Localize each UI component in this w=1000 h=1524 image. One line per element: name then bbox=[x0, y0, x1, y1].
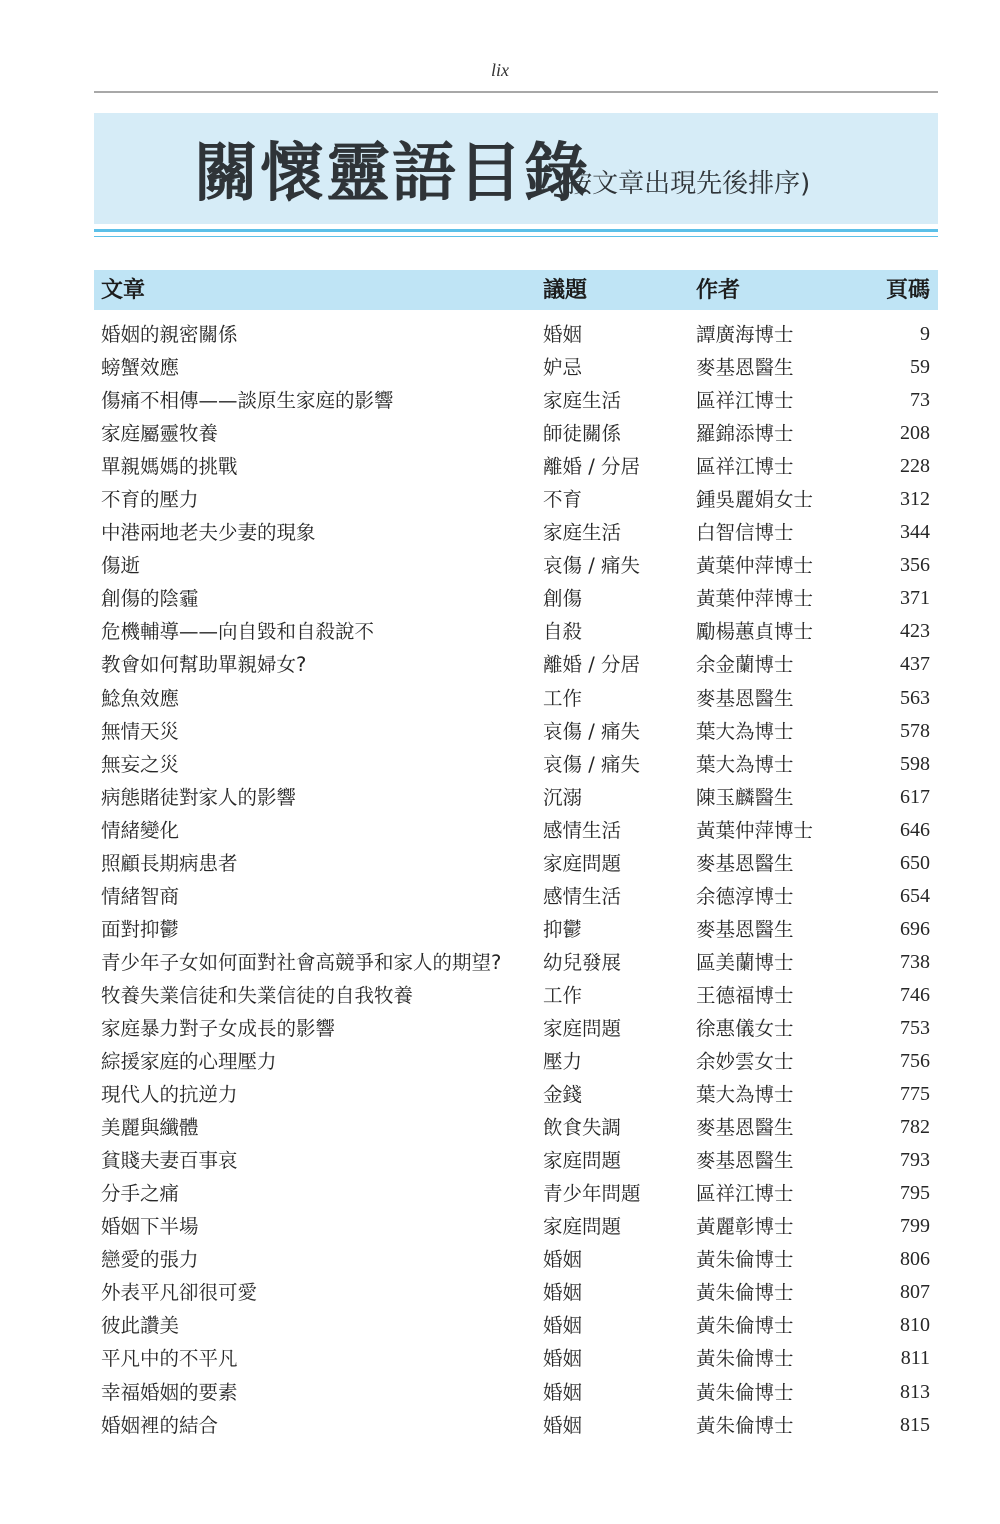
article-author: 鍾吳麗娟女士 bbox=[696, 488, 814, 512]
article-author: 白智信博士 bbox=[696, 521, 794, 545]
article-title: 螃蟹效應 bbox=[101, 356, 180, 380]
article-author: 黃葉仲萍博士 bbox=[696, 587, 814, 611]
article-page: 753 bbox=[900, 1016, 930, 1039]
article-topic: 哀傷 / 痛失 bbox=[543, 719, 640, 743]
table-row bbox=[94, 582, 938, 615]
article-title: 婚姻下半場 bbox=[101, 1215, 199, 1239]
table-row bbox=[94, 1309, 938, 1342]
article-page: 775 bbox=[900, 1083, 930, 1106]
article-topic: 家庭生活 bbox=[543, 521, 622, 545]
article-topic: 不育 bbox=[543, 488, 583, 512]
article-author: 黃朱倫博士 bbox=[696, 1380, 794, 1404]
article-author: 麥基恩醫生 bbox=[696, 917, 794, 941]
article-topic: 婚姻 bbox=[543, 323, 583, 346]
article-page: 806 bbox=[900, 1248, 930, 1271]
article-topic: 金錢 bbox=[543, 1083, 583, 1107]
table-row bbox=[94, 1210, 938, 1243]
article-topic: 哀傷 / 痛失 bbox=[543, 554, 640, 578]
article-title: 照顧長期病患者 bbox=[101, 851, 238, 875]
article-author: 黃葉仲萍博士 bbox=[696, 554, 814, 578]
article-title: 創傷的陰霾 bbox=[101, 587, 199, 611]
article-author: 麥基恩醫生 bbox=[696, 356, 794, 380]
article-author: 黃葉仲萍博士 bbox=[696, 818, 814, 842]
column-header-article: 文章 bbox=[101, 277, 146, 303]
article-page: 423 bbox=[900, 620, 930, 643]
article-topic: 家庭問題 bbox=[543, 1016, 622, 1040]
article-page: 228 bbox=[900, 455, 930, 478]
table-row bbox=[94, 1409, 938, 1442]
article-page: 696 bbox=[900, 917, 930, 940]
table-row bbox=[94, 715, 938, 748]
table-row bbox=[94, 351, 938, 384]
article-author: 麥基恩醫生 bbox=[696, 686, 794, 710]
article-title: 婚姻裡的結合 bbox=[101, 1413, 219, 1437]
article-title: 傷逝 bbox=[101, 554, 141, 578]
article-title: 情緒變化 bbox=[101, 818, 180, 842]
article-author: 黃朱倫博士 bbox=[696, 1413, 794, 1437]
article-author: 余金蘭博士 bbox=[696, 653, 794, 677]
article-topic: 家庭問題 bbox=[543, 851, 622, 875]
table-row bbox=[94, 913, 938, 946]
article-page: 59 bbox=[910, 356, 930, 379]
column-header-page: 頁碼 bbox=[885, 277, 930, 303]
article-topic: 婚姻 bbox=[543, 1314, 583, 1338]
article-author: 麥基恩醫生 bbox=[696, 1149, 794, 1173]
article-title: 中港兩地老夫少妻的現象 bbox=[101, 521, 316, 545]
table-row bbox=[94, 1276, 938, 1309]
toc-list bbox=[94, 318, 938, 1442]
table-row bbox=[94, 1012, 938, 1045]
title-banner bbox=[94, 113, 938, 224]
article-title: 戀愛的張力 bbox=[101, 1248, 199, 1272]
table-row bbox=[94, 1144, 938, 1177]
table-row bbox=[94, 1078, 938, 1111]
article-topic: 婚姻 bbox=[543, 1248, 583, 1272]
toc-header-row bbox=[94, 270, 938, 310]
article-title: 貧賤夫妻百事哀 bbox=[101, 1149, 238, 1173]
table-row bbox=[94, 318, 938, 351]
article-topic: 幼兒發展 bbox=[543, 950, 622, 974]
article-page: 208 bbox=[900, 422, 930, 445]
article-page: 746 bbox=[900, 983, 930, 1006]
table-row bbox=[94, 648, 938, 681]
table-row bbox=[94, 615, 938, 648]
article-topic: 工作 bbox=[543, 686, 583, 710]
article-page: 799 bbox=[900, 1215, 930, 1238]
table-row bbox=[94, 979, 938, 1012]
page-number: lix bbox=[491, 60, 509, 80]
article-author: 羅錦添博士 bbox=[696, 422, 794, 446]
article-author: 徐惠儀女士 bbox=[696, 1016, 794, 1040]
article-page: 810 bbox=[900, 1314, 930, 1337]
article-page: 782 bbox=[900, 1116, 930, 1139]
article-topic: 家庭問題 bbox=[543, 1215, 622, 1239]
article-title: 不育的壓力 bbox=[101, 488, 199, 512]
table-row bbox=[94, 450, 938, 483]
article-title: 傷痛不相傳——談原生家庭的影響 bbox=[101, 389, 394, 413]
table-row bbox=[94, 516, 938, 549]
article-topic: 婚姻 bbox=[543, 1281, 583, 1305]
article-author: 黃朱倫博士 bbox=[696, 1281, 794, 1305]
article-title: 家庭屬靈牧養 bbox=[101, 422, 219, 446]
article-topic: 感情生活 bbox=[543, 818, 622, 842]
article-author: 區祥江博士 bbox=[696, 455, 794, 479]
article-title: 分手之痛 bbox=[101, 1182, 180, 1206]
article-title: 美麗與纖體 bbox=[101, 1116, 199, 1140]
article-page: 563 bbox=[900, 686, 930, 709]
article-title: 平凡中的不平凡 bbox=[101, 1347, 238, 1371]
article-page: 344 bbox=[900, 521, 930, 544]
article-topic: 婚姻 bbox=[543, 1347, 583, 1371]
article-author: 葉大為博士 bbox=[696, 719, 794, 743]
column-header-author: 作者 bbox=[696, 277, 741, 303]
article-page: 73 bbox=[910, 389, 930, 412]
article-title: 無妄之災 bbox=[101, 752, 180, 776]
article-topic: 飲食失調 bbox=[543, 1116, 622, 1140]
table-row bbox=[94, 549, 938, 582]
table-row bbox=[94, 1243, 938, 1276]
article-topic: 青少年問題 bbox=[543, 1182, 641, 1206]
article-title: 家庭暴力對子女成長的影響 bbox=[101, 1016, 336, 1040]
article-title: 教會如何幫助單親婦女? bbox=[101, 653, 307, 677]
article-title: 面對抑鬱 bbox=[101, 917, 180, 941]
article-author: 麥基恩醫生 bbox=[696, 1116, 794, 1140]
article-topic: 婚姻 bbox=[543, 1380, 583, 1404]
article-topic: 家庭生活 bbox=[543, 389, 622, 413]
article-author: 葉大為博士 bbox=[696, 752, 794, 776]
article-page: 437 bbox=[900, 653, 930, 676]
article-topic: 家庭問題 bbox=[543, 1149, 622, 1173]
table-row bbox=[94, 1111, 938, 1144]
article-page: 617 bbox=[900, 785, 930, 808]
article-page: 756 bbox=[900, 1050, 930, 1073]
article-author: 余妙雲女士 bbox=[696, 1050, 794, 1074]
table-row bbox=[94, 417, 938, 450]
article-title: 綜援家庭的心理壓力 bbox=[101, 1050, 277, 1074]
article-title: 牧養失業信徒和失業信徒的自我牧養 bbox=[101, 983, 414, 1007]
article-page: 795 bbox=[900, 1182, 930, 1205]
page-subtitle: (按文章出現先後排序) bbox=[556, 169, 811, 199]
article-topic: 創傷 bbox=[543, 587, 583, 611]
article-topic: 壓力 bbox=[543, 1050, 583, 1074]
table-row bbox=[94, 483, 938, 516]
article-page: 578 bbox=[900, 719, 930, 742]
article-topic: 師徒關係 bbox=[543, 422, 622, 446]
article-author: 區美蘭博士 bbox=[696, 950, 794, 974]
table-row bbox=[94, 946, 938, 979]
article-author: 黃麗彰博士 bbox=[696, 1215, 794, 1239]
article-author: 黃朱倫博士 bbox=[696, 1347, 794, 1371]
article-page: 598 bbox=[900, 752, 930, 775]
article-topic: 離婚 / 分居 bbox=[543, 653, 640, 677]
article-page: 811 bbox=[900, 1347, 930, 1370]
article-title: 彼此讚美 bbox=[101, 1314, 180, 1338]
article-author: 區祥江博士 bbox=[696, 389, 794, 413]
article-topic: 婚姻 bbox=[543, 1413, 583, 1437]
table-row bbox=[94, 814, 938, 847]
banner-divider-thin bbox=[94, 236, 938, 237]
banner-divider-thick bbox=[94, 229, 938, 232]
table-row bbox=[94, 1376, 938, 1409]
table-row bbox=[94, 880, 938, 913]
article-page: 650 bbox=[900, 851, 930, 874]
article-title: 危機輔導——向自毀和自殺說不 bbox=[101, 620, 375, 644]
article-topic: 妒忌 bbox=[543, 356, 583, 380]
article-title: 病態賭徒對家人的影響 bbox=[101, 785, 297, 809]
article-page: 813 bbox=[900, 1380, 930, 1403]
article-author: 王德福博士 bbox=[696, 983, 794, 1007]
article-page: 807 bbox=[900, 1281, 930, 1304]
article-page: 371 bbox=[900, 587, 930, 610]
article-title: 情緒智商 bbox=[101, 884, 180, 908]
article-title: 單親媽媽的挑戰 bbox=[101, 455, 238, 479]
article-page: 312 bbox=[900, 488, 930, 511]
article-title: 無情天災 bbox=[101, 719, 180, 743]
article-page: 654 bbox=[900, 884, 930, 907]
article-page: 815 bbox=[900, 1413, 930, 1436]
article-title: 外表平凡卻很可愛 bbox=[101, 1281, 258, 1305]
article-topic: 抑鬱 bbox=[543, 917, 583, 941]
article-title: 幸福婚姻的要素 bbox=[101, 1380, 238, 1404]
article-author: 勵楊蕙貞博士 bbox=[696, 620, 814, 644]
table-row bbox=[94, 1177, 938, 1210]
top-rule bbox=[94, 91, 938, 93]
column-header-topic: 議題 bbox=[543, 277, 588, 303]
article-topic: 離婚 / 分居 bbox=[543, 455, 640, 479]
article-topic: 感情生活 bbox=[543, 884, 622, 908]
article-page: 646 bbox=[900, 818, 930, 841]
article-author: 黃朱倫博士 bbox=[696, 1314, 794, 1338]
article-author: 葉大為博士 bbox=[696, 1083, 794, 1107]
article-title: 婚姻的親密關係 bbox=[101, 323, 238, 346]
article-author: 麥基恩醫生 bbox=[696, 851, 794, 875]
table-row bbox=[94, 748, 938, 781]
article-page: 356 bbox=[900, 554, 930, 577]
table-row bbox=[94, 847, 938, 880]
table-row bbox=[94, 1045, 938, 1078]
article-author: 譚廣海博士 bbox=[696, 323, 794, 346]
page-title: 關懷靈語目錄 bbox=[194, 136, 590, 211]
article-topic: 哀傷 / 痛失 bbox=[543, 752, 640, 776]
article-author: 黃朱倫博士 bbox=[696, 1248, 794, 1272]
article-title: 鯰魚效應 bbox=[101, 686, 180, 710]
article-topic: 工作 bbox=[543, 983, 583, 1007]
article-author: 余德淳博士 bbox=[696, 884, 794, 908]
table-row bbox=[94, 384, 938, 417]
article-topic: 沉溺 bbox=[543, 785, 583, 809]
article-title: 青少年子女如何面對社會高競爭和家人的期望? bbox=[101, 950, 502, 974]
article-page: 738 bbox=[900, 950, 930, 973]
article-title: 現代人的抗逆力 bbox=[101, 1083, 238, 1107]
article-topic: 自殺 bbox=[543, 620, 583, 644]
article-page: 793 bbox=[900, 1149, 930, 1172]
table-row bbox=[94, 1342, 938, 1375]
article-author: 區祥江博士 bbox=[696, 1182, 794, 1206]
table-row bbox=[94, 781, 938, 814]
article-page: 9 bbox=[920, 323, 930, 345]
table-row bbox=[94, 682, 938, 715]
article-author: 陳玉麟醫生 bbox=[696, 785, 794, 809]
